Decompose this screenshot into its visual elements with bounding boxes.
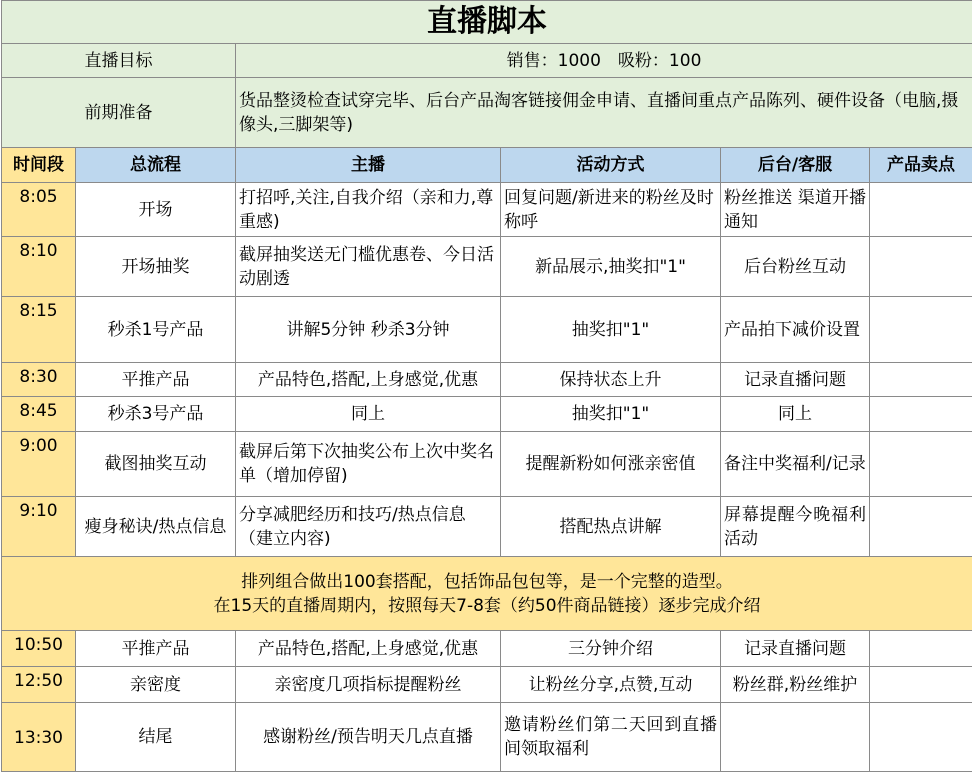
table-row: [2, 297, 972, 363]
time-cell: 9:10: [2, 497, 76, 557]
selling-cell: [870, 363, 972, 397]
plan-note-line1: 排列组合做出100套搭配，包括饰品包包等，是一个完整的造型。: [241, 571, 733, 592]
time-cell: 8:05: [2, 183, 76, 237]
host-cell: 产品特色,搭配,上身感觉,优惠: [236, 363, 501, 397]
flow-cell: 开场: [76, 183, 236, 237]
live-script-table: [1, 0, 972, 772]
table-row: [2, 667, 972, 703]
host-cell: 截屏抽奖送无门槛优惠卷、今日活动剧透: [236, 237, 501, 297]
time-cell: 9:00: [2, 432, 76, 497]
flow-cell: 亲密度: [76, 667, 236, 703]
backend-cell: 后台粉丝互动: [721, 237, 870, 297]
backend-cell: 记录直播问题: [721, 631, 870, 667]
host-cell: 分享减肥经历和技巧/热点信息（建立内容): [236, 497, 501, 557]
backend-cell: 屏幕提醒今晚福利活动: [721, 497, 870, 557]
flow-cell: 截图抽奖互动: [76, 432, 236, 497]
time-cell: 8:15: [2, 297, 76, 363]
header-selling: 产品卖点: [870, 148, 972, 183]
flow-cell: 秒杀3号产品: [76, 397, 236, 432]
selling-cell: [870, 397, 972, 432]
host-cell: 截屏后第下次抽奖公布上次中奖名单（增加停留): [236, 432, 501, 497]
activity-cell: 三分钟介绍: [501, 631, 721, 667]
selling-cell: [870, 237, 972, 297]
flow-cell: 瘦身秘诀/热点信息: [76, 497, 236, 557]
backend-cell: 粉丝群,粉丝维护: [721, 667, 870, 703]
header-activity: 活动方式: [501, 148, 721, 183]
table-row: [2, 631, 972, 667]
time-cell: 8:10: [2, 237, 76, 297]
host-cell: 同上: [236, 397, 501, 432]
flow-cell: 秒杀1号产品: [76, 297, 236, 363]
time-cell: 10:50: [2, 631, 76, 667]
sheet-title: 直播脚本: [2, 1, 972, 44]
activity-cell: 抽奖扣"1": [501, 297, 721, 363]
plan-note-line2: 在15天的直播周期内，按照每天7-8套（约50件商品链接）逐步完成介绍: [213, 595, 761, 616]
activity-cell: 新品展示,抽奖扣"1": [501, 237, 721, 297]
table-row: [2, 703, 972, 772]
activity-cell: 保持状态上升: [501, 363, 721, 397]
goal-value: 销售：1000 吸粉：100: [236, 44, 972, 78]
backend-cell: 记录直播问题: [721, 363, 870, 397]
activity-cell: 提醒新粉如何涨亲密值: [501, 432, 721, 497]
host-cell: 亲密度几项指标提醒粉丝: [236, 667, 501, 703]
selling-cell: [870, 432, 972, 497]
backend-cell: 产品拍下减价设置: [721, 297, 870, 363]
header-time: 时间段: [2, 148, 76, 183]
table-row: [2, 432, 972, 497]
time-cell: 8:45: [2, 397, 76, 432]
activity-cell: 让粉丝分享,点赞,互动: [501, 667, 721, 703]
selling-cell: [870, 667, 972, 703]
table-row: [2, 397, 972, 432]
goal-label: 直播目标: [2, 44, 236, 78]
activity-cell: 抽奖扣"1": [501, 397, 721, 432]
selling-cell: [870, 297, 972, 363]
time-cell: 8:30: [2, 363, 76, 397]
prep-value: 货品整烫检查试穿完毕、后台产品淘客链接佣金申请、直播间重点产品陈列、硬件设备（电脑,摄像头,三脚架等): [236, 78, 972, 148]
selling-cell: [870, 497, 972, 557]
header-backend: 后台/客服: [721, 148, 870, 183]
flow-cell: 平推产品: [76, 631, 236, 667]
host-cell: 感谢粉丝/预告明天几点直播: [236, 703, 501, 772]
table-row: [2, 363, 972, 397]
time-cell: 12:50: [2, 667, 76, 703]
activity-cell: 回复问题/新进来的粉丝及时称呼: [501, 183, 721, 237]
activity-cell: 搭配热点讲解: [501, 497, 721, 557]
flow-cell: 结尾: [76, 703, 236, 772]
selling-cell: [870, 183, 972, 237]
table-row: [2, 497, 972, 557]
backend-cell: 同上: [721, 397, 870, 432]
backend-cell: [721, 703, 870, 772]
host-cell: 讲解5分钟 秒杀3分钟: [236, 297, 501, 363]
header-flow: 总流程: [76, 148, 236, 183]
header-host: 主播: [236, 148, 501, 183]
prep-label: 前期准备: [2, 78, 236, 148]
flow-cell: 开场抽奖: [76, 237, 236, 297]
table-row: [2, 183, 972, 237]
plan-note: [2, 557, 972, 631]
table-row: [2, 237, 972, 297]
activity-cell: 邀请粉丝们第二天回到直播间领取福利: [501, 703, 721, 772]
time-cell: 13:30: [2, 703, 76, 772]
selling-cell: [870, 631, 972, 667]
host-cell: 产品特色,搭配,上身感觉,优惠: [236, 631, 501, 667]
flow-cell: 平推产品: [76, 363, 236, 397]
selling-cell: [870, 703, 972, 772]
backend-cell: 备注中奖福利/记录: [721, 432, 870, 497]
host-cell: 打招呼,关注,自我介绍（亲和力,尊重感): [236, 183, 501, 237]
backend-cell: 粉丝推送 渠道开播通知: [721, 183, 870, 237]
